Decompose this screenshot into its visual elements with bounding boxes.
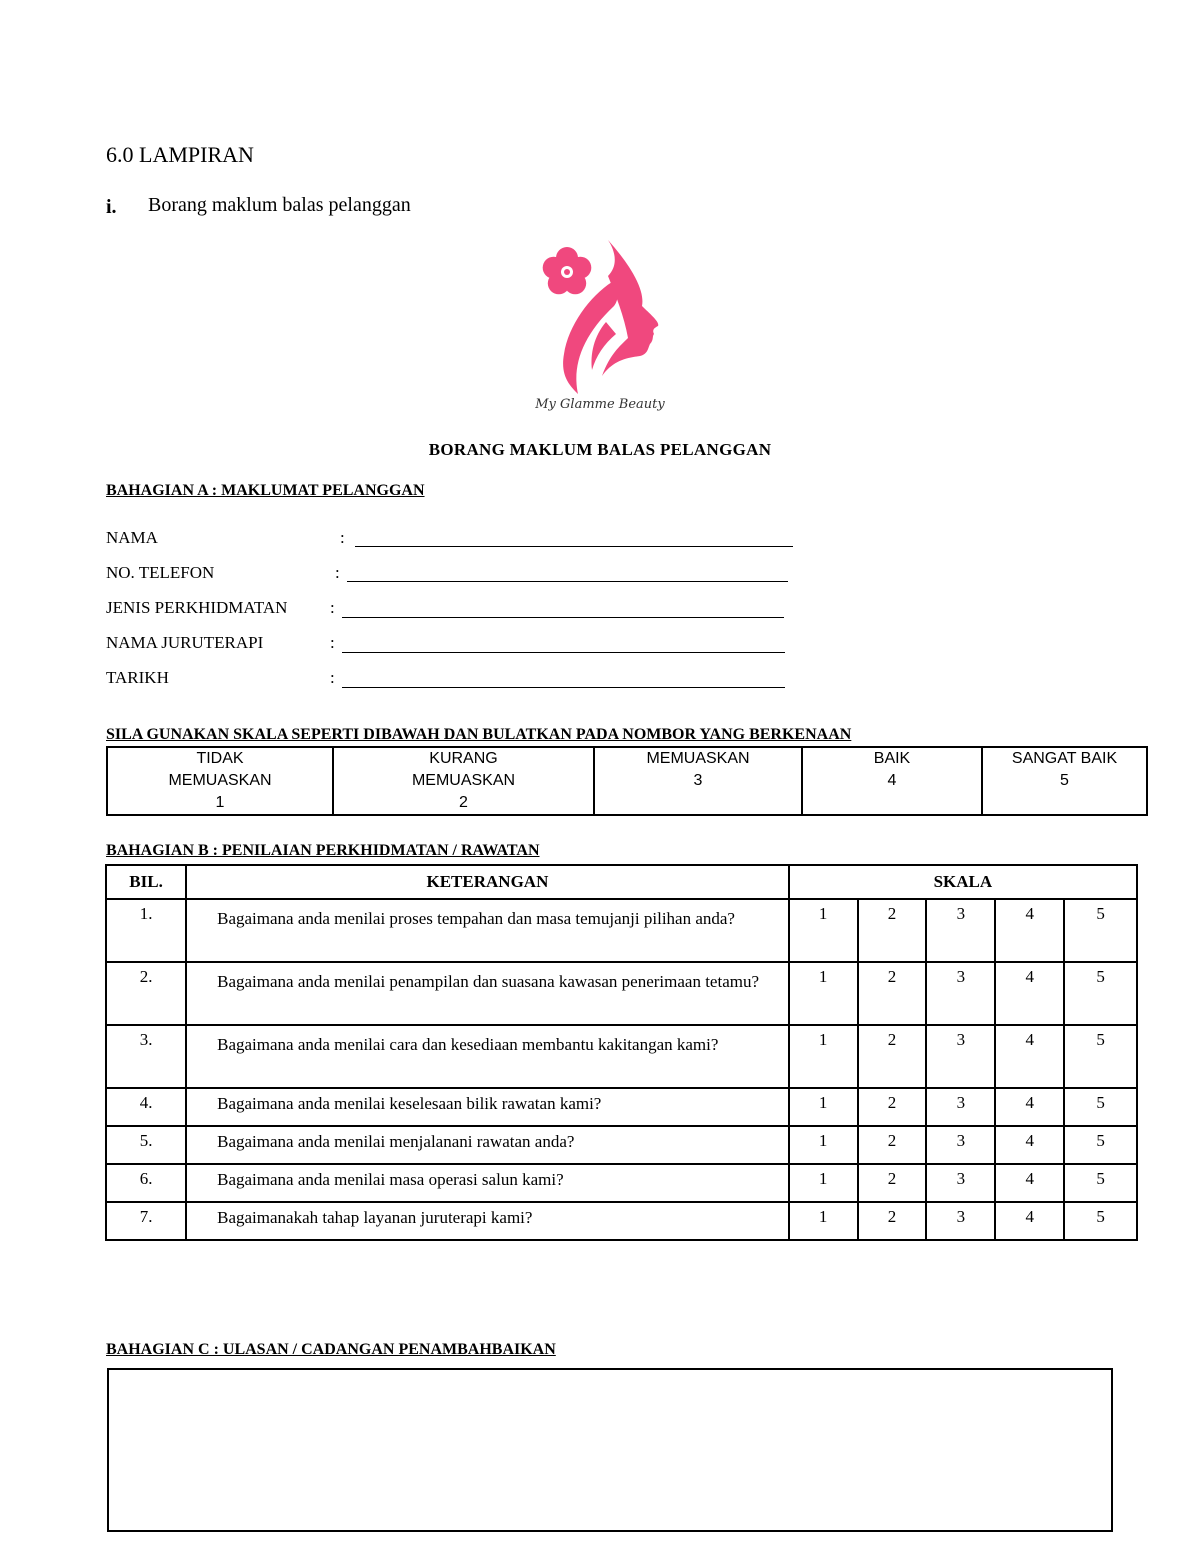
rating-option-4[interactable]: 4 bbox=[995, 1126, 1064, 1164]
rating-option-2[interactable]: 2 bbox=[858, 1025, 927, 1088]
brand-logo bbox=[520, 236, 680, 416]
comment-textarea[interactable] bbox=[107, 1368, 1113, 1532]
scale-instruction: SILA GUNAKAN SKALA SEPERTI DIBAWAH DAN BULATKAN PADA NOMBOR YANG BERKENAAN bbox=[106, 726, 852, 743]
rating-option-5[interactable]: 5 bbox=[1064, 1164, 1137, 1202]
rating-option-3[interactable]: 3 bbox=[926, 899, 995, 962]
row-number: 2. bbox=[106, 962, 186, 1025]
rating-option-3[interactable]: 3 bbox=[926, 1088, 995, 1126]
rating-option-1[interactable]: 1 bbox=[789, 1126, 858, 1164]
question-text: Bagaimana anda menilai menjalanani rawatan anda? bbox=[186, 1126, 789, 1164]
scale-cell: TIDAK MEMUASKAN 1 bbox=[107, 747, 333, 815]
rating-option-4[interactable]: 4 bbox=[995, 1088, 1064, 1126]
question-text: Bagaimana anda menilai penampilan dan suasana kawasan penerimaan tetamu? bbox=[186, 962, 789, 1025]
juruterapi-field[interactable] bbox=[342, 652, 785, 653]
field-colon: : bbox=[330, 598, 335, 617]
rating-option-3[interactable]: 3 bbox=[926, 1164, 995, 1202]
list-item-number: i. bbox=[106, 196, 117, 218]
tarikh-field[interactable] bbox=[342, 687, 785, 688]
header-skala: SKALA bbox=[789, 865, 1137, 899]
list-item-text: Borang maklum balas pelanggan bbox=[148, 194, 411, 216]
question-text: Bagaimana anda menilai keselesaan bilik rawatan kami? bbox=[186, 1088, 789, 1126]
question-text: Bagaimana anda menilai proses tempahan dan masa temujanji pilihan anda? bbox=[186, 899, 789, 962]
rating-option-2[interactable]: 2 bbox=[858, 1126, 927, 1164]
row-number: 6. bbox=[106, 1164, 186, 1202]
telefon-field[interactable] bbox=[347, 581, 788, 582]
table-row bbox=[106, 1025, 1137, 1088]
field-colon: : bbox=[340, 528, 345, 547]
table-row bbox=[106, 1088, 1137, 1126]
rating-option-4[interactable]: 4 bbox=[995, 962, 1064, 1025]
rating-option-4[interactable]: 4 bbox=[995, 1025, 1064, 1088]
row-number: 4. bbox=[106, 1088, 186, 1126]
field-label-juruterapi: NAMA JURUTERAPI bbox=[106, 633, 264, 652]
flower-icon bbox=[543, 247, 592, 294]
rating-option-4[interactable]: 4 bbox=[995, 899, 1064, 962]
svg-text:My Glamme Beauty: My Glamme Beauty bbox=[535, 397, 665, 412]
field-label-perkhidmatan: JENIS PERKHIDMATAN bbox=[106, 598, 288, 617]
field-colon: : bbox=[330, 668, 335, 687]
rating-option-1[interactable]: 1 bbox=[789, 962, 858, 1025]
field-colon: : bbox=[330, 633, 335, 652]
rating-option-5[interactable]: 5 bbox=[1064, 1202, 1137, 1240]
section-a-title: BAHAGIAN A : MAKLUMAT PELANGGAN bbox=[106, 482, 425, 499]
rating-option-1[interactable]: 1 bbox=[789, 1202, 858, 1240]
header-keterangan: KETERANGAN bbox=[186, 865, 789, 899]
row-number: 5. bbox=[106, 1126, 186, 1164]
woman-profile-flower-logo-icon bbox=[520, 236, 680, 416]
rating-option-3[interactable]: 3 bbox=[926, 1025, 995, 1088]
rating-option-4[interactable]: 4 bbox=[995, 1164, 1064, 1202]
field-colon: : bbox=[335, 563, 340, 582]
table-row bbox=[106, 1126, 1137, 1164]
table-row bbox=[106, 1202, 1137, 1240]
rating-table bbox=[105, 864, 1138, 1241]
perkhidmatan-field[interactable] bbox=[342, 617, 784, 618]
rating-option-1[interactable]: 1 bbox=[789, 1164, 858, 1202]
rating-option-4[interactable]: 4 bbox=[995, 1202, 1064, 1240]
scale-cell: SANGAT BAIK 5 bbox=[982, 747, 1147, 815]
table-row bbox=[106, 962, 1137, 1025]
rating-option-2[interactable]: 2 bbox=[858, 1202, 927, 1240]
row-number: 7. bbox=[106, 1202, 186, 1240]
rating-option-1[interactable]: 1 bbox=[789, 1088, 858, 1126]
row-number: 3. bbox=[106, 1025, 186, 1088]
rating-option-1[interactable]: 1 bbox=[789, 1025, 858, 1088]
rating-option-5[interactable]: 5 bbox=[1064, 899, 1137, 962]
field-label-nama: NAMA bbox=[106, 528, 158, 547]
question-text: Bagaimana anda menilai cara dan kesediaan membantu kakitangan kami? bbox=[186, 1025, 789, 1088]
field-label-tarikh: TARIKH bbox=[106, 668, 169, 687]
rating-option-3[interactable]: 3 bbox=[926, 1202, 995, 1240]
header-bil: BIL. bbox=[106, 865, 186, 899]
table-row bbox=[106, 1164, 1137, 1202]
scale-legend-table bbox=[106, 746, 1148, 816]
scale-cell: MEMUASKAN 3 bbox=[594, 747, 802, 815]
scale-cell: BAIK 4 bbox=[802, 747, 982, 815]
rating-option-2[interactable]: 2 bbox=[858, 1164, 927, 1202]
rating-option-5[interactable]: 5 bbox=[1064, 962, 1137, 1025]
rating-option-3[interactable]: 3 bbox=[926, 962, 995, 1025]
rating-option-5[interactable]: 5 bbox=[1064, 1088, 1137, 1126]
section-b-title: BAHAGIAN B : PENILAIAN PERKHIDMATAN / RAWATAN bbox=[106, 842, 540, 859]
nama-field[interactable] bbox=[355, 546, 793, 547]
rating-option-2[interactable]: 2 bbox=[858, 1088, 927, 1126]
rating-option-3[interactable]: 3 bbox=[926, 1126, 995, 1164]
section-c-title: BAHAGIAN C : ULASAN / CADANGAN PENAMBAHBAIKAN bbox=[106, 1341, 556, 1358]
scale-cell: KURANG MEMUASKAN 2 bbox=[333, 747, 594, 815]
field-label-telefon: NO. TELEFON bbox=[106, 563, 215, 582]
rating-option-2[interactable]: 2 bbox=[858, 899, 927, 962]
rating-option-5[interactable]: 5 bbox=[1064, 1126, 1137, 1164]
question-text: Bagaimana anda menilai masa operasi salun kami? bbox=[186, 1164, 789, 1202]
table-row bbox=[106, 899, 1137, 962]
rating-option-5[interactable]: 5 bbox=[1064, 1025, 1137, 1088]
question-text: Bagaimanakah tahap layanan juruterapi kami? bbox=[186, 1202, 789, 1240]
rating-option-2[interactable]: 2 bbox=[858, 962, 927, 1025]
form-title: BORANG MAKLUM BALAS PELANGGAN bbox=[428, 440, 772, 459]
row-number: 1. bbox=[106, 899, 186, 962]
rating-option-1[interactable]: 1 bbox=[789, 899, 858, 962]
page-heading: 6.0 LAMPIRAN bbox=[106, 142, 254, 167]
